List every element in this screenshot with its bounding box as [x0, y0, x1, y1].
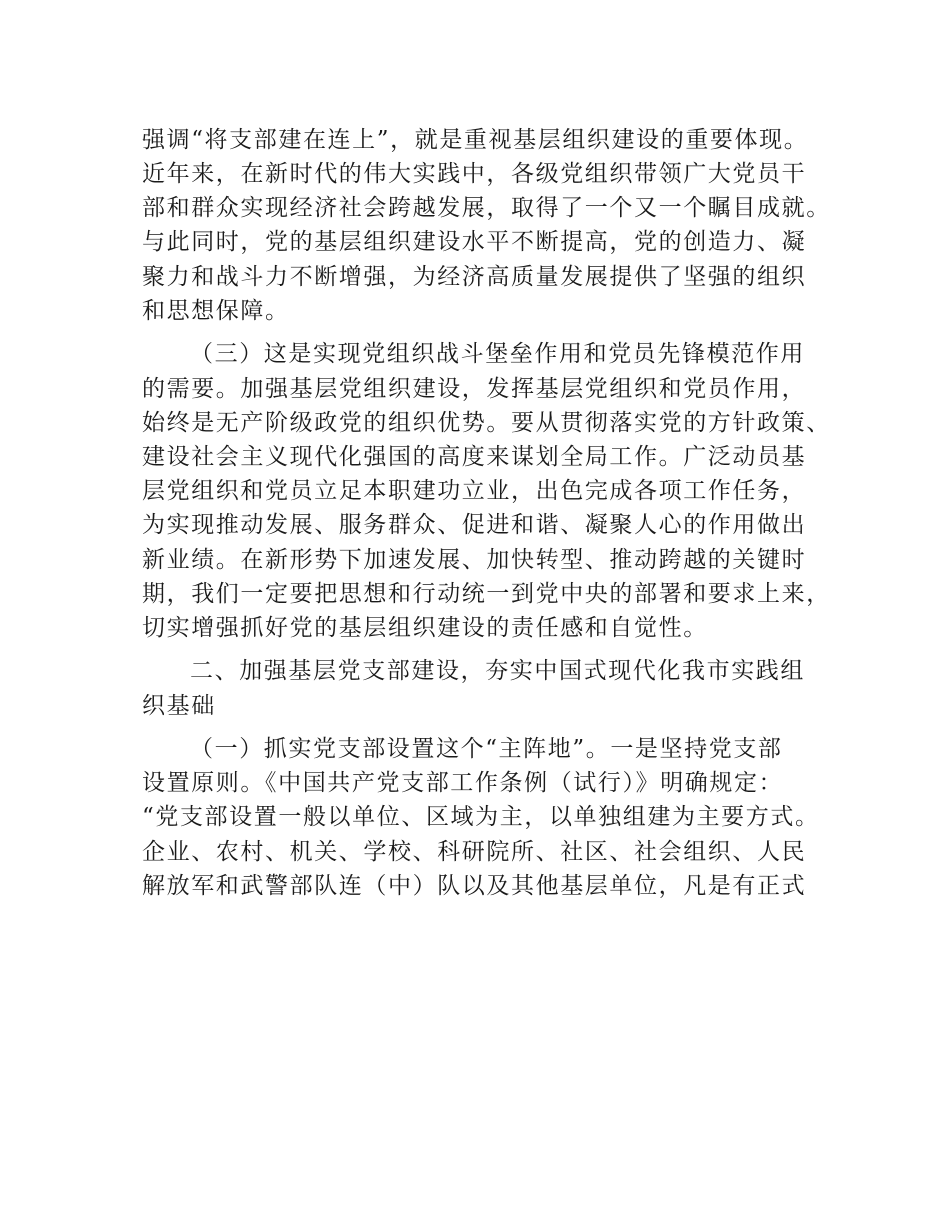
paragraph-2-line-9: 切实增强抓好党的基层组织建设的责任感和自觉性。 — [142, 615, 708, 641]
paragraph-2-line-7: 新业绩。在新形势下加速发展、加快转型、推动跨越的关键时 — [142, 547, 807, 573]
paragraph-4-line-5: 解放军和武警部队连（中）队以及其他基层单位，凡是有正式 — [142, 873, 807, 899]
section-heading-line-2: 织基础 — [142, 693, 216, 719]
paragraph-1-line-5: 聚力和战斗力不断增强，为经济高质量发展提供了坚强的组织 — [142, 264, 807, 290]
paragraph-4-line-4: 企业、农村、机关、学校、科研院所、社区、社会组织、人民 — [142, 839, 807, 865]
paragraph-4-line-1: （一）抓实党支部设置这个“主阵地”。一是坚持党支部 — [190, 736, 783, 762]
section-heading-line-1: 二、加强基层党支部建设，夯实中国式现代化我市实践组 — [190, 658, 805, 684]
paragraph-4-line-2: 设置原则。《中国共产党支部工作条例（试行）》明确规定： — [142, 770, 784, 796]
paragraph-1-line-4: 与此同时，党的基层组织建设水平不断提高，党的创造力、凝 — [142, 229, 807, 255]
paragraph-1-line-6: 和思想保障。 — [142, 298, 290, 324]
paragraph-2-line-2: 的需要。加强基层党组织建设，发挥基层党组织和党员作用， — [142, 376, 807, 402]
paragraph-2-line-8: 期，我们一定要把思想和行动统一到党中央的部署和要求上来， — [142, 581, 831, 607]
paragraph-2-line-1: （三）这是实现党组织战斗堡垒作用和党员先锋模范作用 — [190, 341, 805, 367]
paragraph-1-line-3: 部和群众实现经济社会跨越发展，取得了一个又一个瞩目成就。 — [142, 195, 831, 221]
paragraph-2-line-3: 始终是无产阶级政党的组织优势。要从贯彻落实党的方针政策、 — [142, 410, 831, 436]
paragraph-1-line-2: 近年来，在新时代的伟大实践中，各级党组织带领广大党员干 — [142, 161, 807, 187]
paragraph-2-line-6: 为实现推动发展、服务群众、促进和谐、凝聚人心的作用做出 — [142, 512, 807, 538]
paragraph-2-line-5: 层党组织和党员立足本职建功立业，出色完成各项工作任务， — [142, 478, 807, 504]
paragraph-2-line-4: 建设社会主义现代化强国的高度来谋划全局工作。广泛动员基 — [142, 444, 807, 470]
paragraph-1-line-1: 强调“将支部建在连上”，就是重视基层组织建设的重要体现。 — [142, 127, 809, 153]
paragraph-4-line-3: “党支部设置一般以单位、区域为主，以单独组建为主要方式。 — [142, 804, 820, 830]
